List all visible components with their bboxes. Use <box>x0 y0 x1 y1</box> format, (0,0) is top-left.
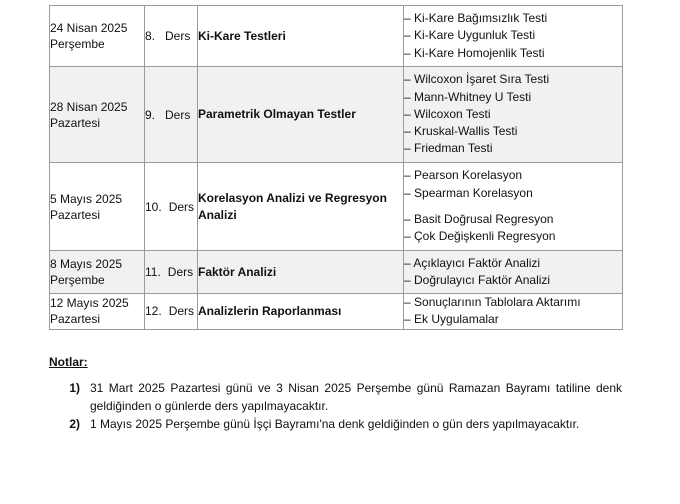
lesson-label: Ders <box>167 265 194 279</box>
lesson-topics <box>404 67 623 163</box>
lesson-number <box>145 6 198 67</box>
topic-text: Açıklayıcı Faktör Analizi <box>413 255 541 270</box>
lesson-label: Ders <box>168 304 195 319</box>
topic-text: Kruskal-Wallis Testi <box>414 124 518 139</box>
schedule-row <box>50 163 623 251</box>
dash-bullet: – <box>404 255 414 270</box>
lesson-date <box>50 67 145 163</box>
note-number: 2) <box>69 417 80 431</box>
topic-text: Doğrulayıcı Faktör Analizi <box>414 273 551 287</box>
dash-bullet: – <box>404 141 415 156</box>
topic-text: Ki-Kare Homojenlik Testi <box>414 45 545 60</box>
topic-text: Basit Doğrusal Regresyon <box>414 212 554 226</box>
topic-item <box>404 45 622 62</box>
topic-item <box>404 211 622 228</box>
lesson-title: Parametrik Olmayan Testler <box>198 67 404 163</box>
topic-text: Ki-Kare Bağımsızlık Testi <box>414 11 548 26</box>
lesson-label: Ders <box>165 107 191 122</box>
schedule-row <box>50 251 623 294</box>
topic-item <box>404 106 622 123</box>
lesson-label: Ders <box>168 199 195 214</box>
topic-text: Ek Uygulamalar <box>414 312 499 327</box>
topic-text: Friedman Testi <box>414 141 493 156</box>
lesson-date-day: 28 Nisan 2025 <box>50 99 128 114</box>
lesson-number-value: 8. <box>145 29 156 43</box>
topic-text: Wilcoxon İşaret Sıra Testi <box>414 72 550 87</box>
note-text: 1 Mayıs 2025 Perşembe günü İşçi Bayramı'na denk geldiğinden o gün ders yapılmayacaktır. <box>90 417 580 431</box>
dash-bullet: – <box>404 185 415 200</box>
lesson-title: Ki-Kare Testleri <box>198 6 404 67</box>
topic-text: Ki-Kare Uygunluk Testi <box>414 28 536 43</box>
lesson-date <box>50 6 145 67</box>
lesson-number <box>145 251 198 294</box>
dash-bullet: – <box>404 312 415 327</box>
lesson-date <box>50 294 145 330</box>
lesson-topics <box>404 6 623 67</box>
lesson-topics <box>404 294 623 330</box>
note-number: 1) <box>69 381 80 395</box>
lesson-date-weekday: Pazartesi <box>50 312 101 327</box>
lesson-number <box>145 163 198 251</box>
notes-heading: Notlar: <box>49 355 88 369</box>
dash-bullet: – <box>404 295 415 309</box>
lesson-title: Faktör Analizi <box>198 251 404 294</box>
lesson-topics <box>404 163 623 251</box>
dash-bullet: – <box>404 168 415 183</box>
dash-bullet: – <box>404 28 415 43</box>
topic-item <box>404 71 622 88</box>
dash-bullet: – <box>404 72 415 87</box>
lesson-date-weekday: Perşembe <box>50 37 105 51</box>
dash-bullet: – <box>404 89 415 104</box>
lesson-date-day: 8 Mayıs 2025 <box>50 257 123 271</box>
topic-item <box>404 27 622 44</box>
lesson-number-value: 12. <box>145 304 162 319</box>
topic-text: Mann-Whitney U Testi <box>414 89 532 104</box>
topic-item <box>404 272 622 289</box>
dash-bullet: – <box>404 229 415 244</box>
topic-text: Sonuçlarının Tablolara Aktarımı <box>414 295 581 309</box>
lesson-number-value: 9. <box>145 107 156 122</box>
lesson-number <box>145 67 198 163</box>
topic-item <box>404 185 622 202</box>
topic-text: Çok Değişkenli Regresyon <box>414 229 556 244</box>
lesson-topics <box>404 251 623 294</box>
topic-text: Wilcoxon Testi <box>414 106 491 121</box>
lesson-title: Korelasyon Analizi ve Regresyon Analizi <box>198 163 404 251</box>
topic-text: Spearman Korelasyon <box>414 185 533 200</box>
lesson-date-weekday: Pazartesi <box>50 207 101 222</box>
topic-item <box>404 294 622 311</box>
schedule-row <box>50 6 623 67</box>
lesson-date-weekday: Pazartesi <box>50 115 101 130</box>
schedule-row <box>50 67 623 163</box>
topic-item <box>404 228 622 245</box>
dash-bullet: – <box>404 11 415 26</box>
lesson-number-value: 10. <box>145 199 162 214</box>
topic-item <box>404 311 622 328</box>
note-item <box>66 379 622 415</box>
lesson-number <box>145 294 198 330</box>
lesson-date <box>50 163 145 251</box>
dash-bullet: – <box>404 273 415 287</box>
topic-item <box>404 255 622 272</box>
topic-item <box>404 123 622 140</box>
dash-bullet: – <box>404 212 415 226</box>
lesson-date <box>50 251 145 294</box>
dash-bullet: – <box>404 45 415 60</box>
topic-item <box>404 10 622 27</box>
topic-item <box>404 89 622 106</box>
lesson-number-value: 11. <box>145 265 161 279</box>
lesson-title: Analizlerin Raporlanması <box>198 294 404 330</box>
note-text: 31 Mart 2025 Pazartesi günü ve 3 Nisan 2025 Perşembe günü Ramazan Bayramı tatiline denk geldiğinden o günlerde ders yapılmayacaktır. <box>90 381 622 413</box>
topic-text: Pearson Korelasyon <box>414 168 523 183</box>
schedule-row <box>50 294 623 330</box>
lesson-label: Ders <box>165 29 191 43</box>
dash-bullet: – <box>404 106 415 121</box>
lesson-date-day: 12 Mayıs 2025 <box>50 296 129 311</box>
topic-item <box>404 167 622 184</box>
topic-item <box>404 140 622 157</box>
dash-bullet: – <box>404 124 415 139</box>
note-item <box>66 415 622 433</box>
course-schedule-table <box>49 5 623 330</box>
lesson-date-day: 5 Mayıs 2025 <box>50 191 123 206</box>
lesson-date-day: 24 Nisan 2025 <box>50 21 128 35</box>
lesson-date-weekday: Perşembe <box>50 273 105 287</box>
